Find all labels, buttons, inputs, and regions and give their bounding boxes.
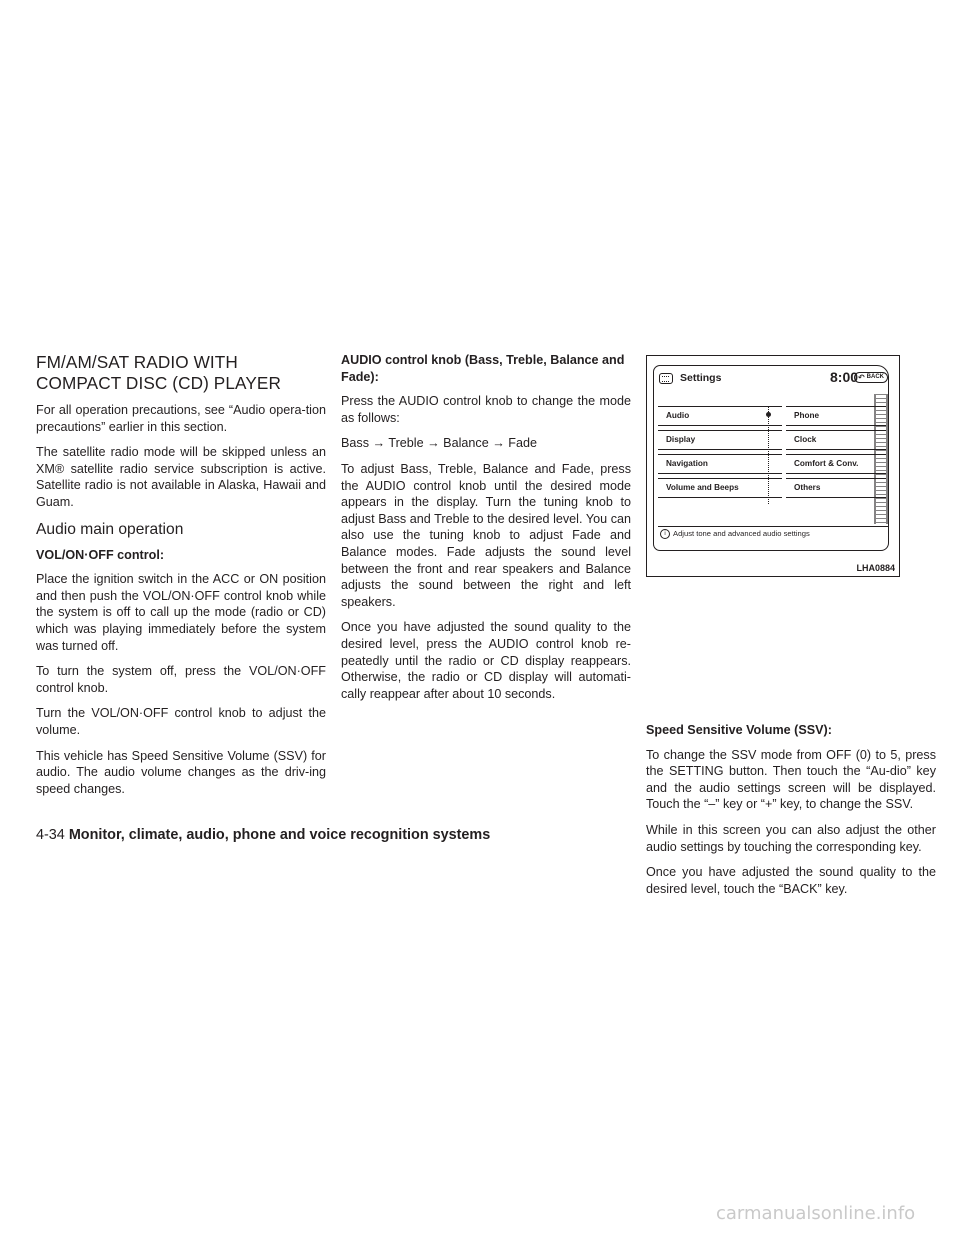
audio-knob-heading: AUDIO control knob (Bass, Treble, Balance and Fade): [341, 353, 625, 384]
column-left [36, 352, 326, 806]
menu-item-volume-beeps[interactable]: Volume and Beeps [658, 478, 782, 498]
body-paragraph: To adjust Bass, Treble, Balance and Fade, press the AUDIO control knob until the desired mode appears in the display. Turn the tuning knob to adjust Bass and Treble to the desired level. You can also use the tuning knob to adjust Fade and Balance modes. Fade adjusts the sound level between the front and rear speakers and Balance adjusts the sound between the right and left speakers. [341, 461, 631, 609]
back-arrow-icon: ↶ [858, 373, 865, 382]
settings-screen-figure [646, 355, 900, 577]
screen-edge-decoration [874, 394, 888, 524]
settings-icon [659, 373, 673, 384]
page-footer [36, 826, 490, 844]
body-paragraph: To change the SSV mode from OFF (0) to 5, press the SETTING button. Then touch the “Au-dio” key and the audio settings screen will be displayed. Touch the “–” key or “+” key, to change the SSV. [646, 747, 936, 812]
section-title: FM/AM/SAT RADIO WITH COMPACT DISC (CD) PLAYER [36, 352, 281, 393]
mode-sequence: Bass → Treble → Balance → Fade [341, 436, 537, 451]
body-paragraph: Turn the VOL/ON·OFF control knob to adjust the volume. [36, 706, 326, 737]
column-middle [341, 352, 631, 711]
screen-title: Settings [680, 372, 722, 384]
audio-main-heading: Audio main operation [36, 520, 184, 538]
intro-paragraph: The satellite radio mode will be skipped unless an XM® satellite radio service subscription is active. Satellite radio is not available in Alaska, Hawaii and Guam. [36, 445, 326, 509]
body-paragraph: Once you have adjusted the sound quality to the desired level, touch the “BACK” key. [646, 865, 936, 896]
body-paragraph: Once you have adjusted the sound quality to the desired level, press the AUDIO control knob re-peatedly until the radio or CD display reappears. Otherwise, the radio or CD display will automati-cally reappear after about 10 seconds. [341, 620, 631, 701]
menu-item-navigation[interactable]: Navigation [658, 454, 782, 474]
menu-item-others[interactable]: Others [786, 478, 886, 498]
menu-item-audio[interactable]: Audio [658, 406, 782, 426]
menu-item-clock[interactable]: Clock [786, 430, 886, 450]
column-right [646, 722, 936, 906]
info-text: Adjust tone and advanced audio settings [673, 529, 810, 538]
intro-paragraph: For all operation precautions, see “Audio opera-tion precautions” earlier in this section. [36, 403, 326, 434]
body-paragraph: To turn the system off, press the VOL/ON·OFF control knob. [36, 664, 326, 695]
scrollbar[interactable] [768, 406, 775, 504]
display-screen [653, 365, 889, 551]
menu-item-comfort[interactable]: Comfort & Conv. [786, 454, 886, 474]
ssv-heading: Speed Sensitive Volume (SSV): [646, 723, 832, 737]
clock-display: 8:00 [830, 369, 859, 385]
body-paragraph: While in this screen you can also adjust the other audio settings by touching the corresponding key. [646, 822, 936, 854]
watermark: carmanualsonline.info [716, 1203, 916, 1224]
body-paragraph: Press the AUDIO control knob to change the mode as follows: [341, 394, 631, 425]
chapter-title: Monitor, climate, audio, phone and voice recognition systems [68, 827, 491, 843]
figure-code: LHA0884 [856, 563, 895, 573]
back-button[interactable] [854, 372, 888, 383]
vol-control-heading: VOL/ON·OFF control: [36, 547, 165, 562]
menu-item-phone[interactable]: Phone [786, 406, 886, 426]
screen-header [654, 366, 888, 394]
info-bar [658, 526, 888, 541]
back-button-label: BACK [866, 374, 884, 380]
menu-item-display[interactable]: Display [658, 430, 782, 450]
body-paragraph: Place the ignition switch in the ACC or ON position and then push the VOL/ON·OFF control knob while the system is off to call up the mode (radio or CD) which was playing immediately before the system was turned off. [36, 572, 326, 653]
info-icon: i [660, 529, 670, 539]
page-number: 4-34 [36, 827, 65, 843]
body-paragraph: This vehicle has Speed Sensitive Volume (SSV) for audio. The audio volume changes as the driv-ing speed changes. [36, 748, 326, 796]
scroll-thumb[interactable] [766, 412, 771, 417]
